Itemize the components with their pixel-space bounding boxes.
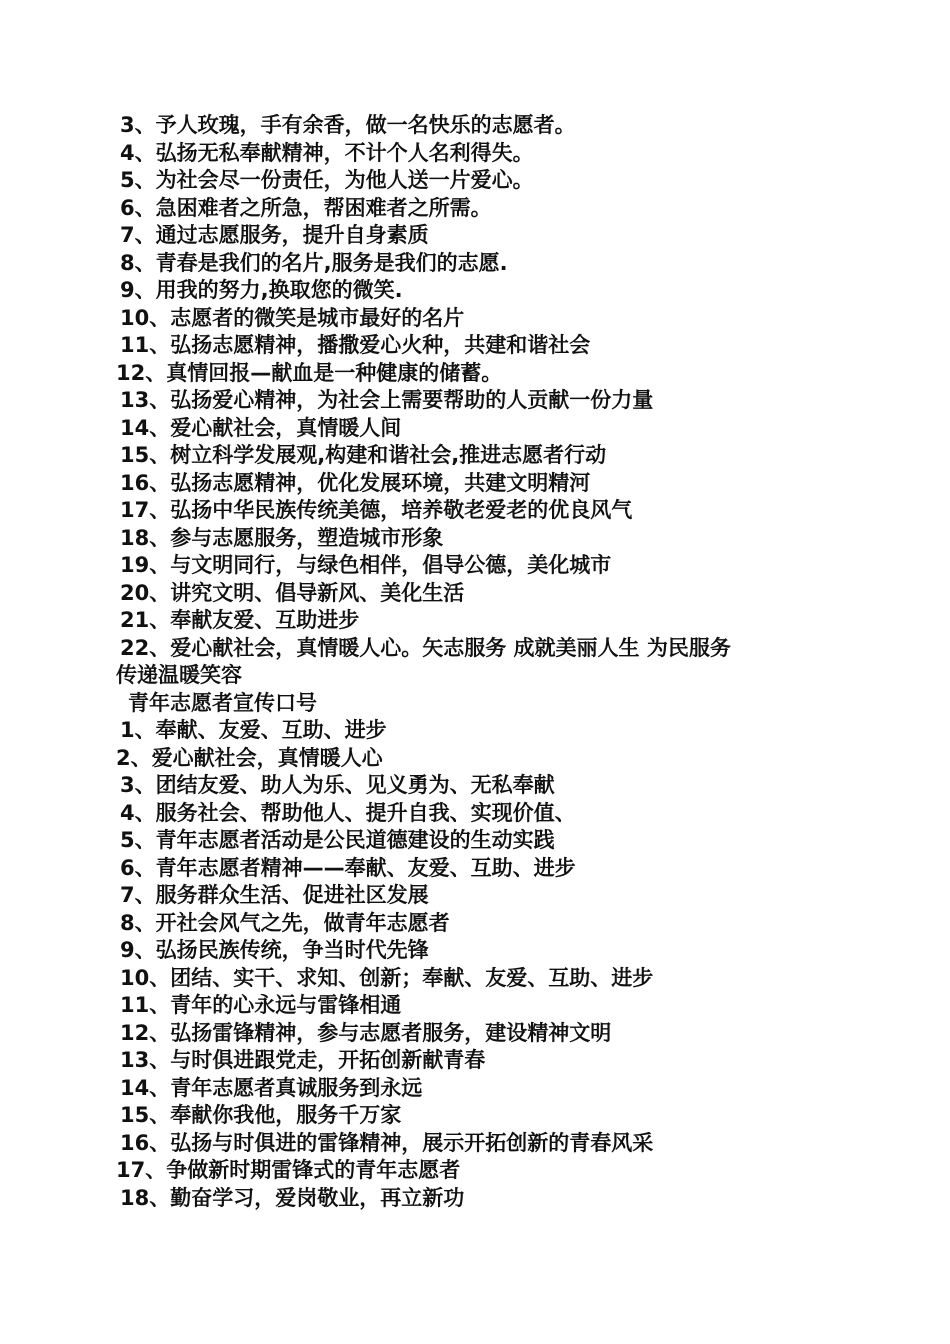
slogan-line: 11、青年的心永远与雷锋相通 [120, 993, 402, 1017]
slogan-line: 5、青年志愿者活动是公民道德建设的生动实践 [120, 828, 555, 852]
slogan-line: 10、志愿者的微笑是城市最好的名片 [120, 305, 465, 330]
slogan-line-continuation: 传递温暖笑容 [116, 663, 242, 687]
slogan-line: 12、弘扬雷锋精神，参与志愿者服务，建设精神文明 [120, 1020, 612, 1045]
slogan-line: 2、爱心献社会，真情暖人心 [116, 745, 383, 770]
slogan-line: 22、爱心献社会，真情暖人心。矢志服务 成就美丽人生 为民服务 [120, 635, 731, 660]
slogan-line: 7、通过志愿服务，提升自身素质 [120, 223, 429, 247]
slogan-line: 17、弘扬中华民族传统美德，培养敬老爱老的优良风气 [120, 498, 633, 522]
slogan-line: 3、团结友爱、助人为乐、见义勇为、无私奉献 [120, 773, 555, 797]
slogan-line: 14、爱心献社会，真情暖人间 [120, 415, 402, 440]
slogan-line: 20、讲究文明、倡导新风、美化生活 [120, 580, 465, 605]
slogan-line: 11、弘扬志愿精神，播撒爱心火种，共建和谐社会 [120, 333, 591, 357]
slogan-line: 16、弘扬与时俱进的雷锋精神，展示开拓创新的青春风采 [120, 1130, 654, 1155]
slogan-line: 3、予人玫瑰，手有余香，做一名快乐的志愿者。 [120, 113, 576, 137]
slogan-line: 14、青年志愿者真诚服务到永远 [120, 1075, 423, 1100]
section-title: 青年志愿者宣传口号 [128, 690, 317, 715]
slogan-line: 15、树立科学发展观,构建和谐社会,推进志愿者行动 [120, 443, 607, 467]
slogan-line: 1、奉献、友爱、互助、进步 [120, 718, 387, 742]
slogan-line: 8、青春是我们的名片,服务是我们的志愿. [120, 250, 508, 275]
slogan-line: 19、与文明同行，与绿色相伴，倡导公德，美化城市 [120, 553, 612, 577]
slogan-line: 7、服务群众生活、促进社区发展 [120, 883, 429, 907]
slogan-line: 12、真情回报—献血是一种健康的储蓄。 [116, 360, 503, 385]
slogan-line: 18、参与志愿服务，塑造城市形象 [120, 525, 444, 550]
slogan-line: 6、青年志愿者精神——奉献、友爱、互助、进步 [120, 855, 576, 880]
slogan-line: 18、勤奋学习，爱岗敬业，再立新功 [120, 1185, 465, 1210]
slogan-line: 10、团结、实干、求知、创新；奉献、友爱、互助、进步 [120, 965, 654, 990]
slogan-line: 16、弘扬志愿精神，优化发展环境，共建文明精河 [120, 470, 591, 495]
slogan-line: 13、弘扬爱心精神，为社会上需要帮助的人贡献一份力量 [120, 388, 654, 412]
slogan-line: 15、奉献你我他，服务千万家 [120, 1103, 402, 1127]
slogan-line: 9、弘扬民族传统，争当时代先锋 [120, 938, 429, 962]
slogan-line: 13、与时俱进跟党走，开拓创新献青春 [120, 1048, 486, 1072]
slogan-line: 8、开社会风气之先，做青年志愿者 [120, 910, 450, 935]
slogan-line: 6、急困难者之所急，帮困难者之所需。 [120, 195, 492, 220]
slogan-line: 17、争做新时期雷锋式的青年志愿者 [116, 1158, 461, 1182]
slogan-line: 9、用我的努力,换取您的微笑. [120, 278, 403, 302]
slogan-line: 5、为社会尽一份责任，为他人送一片爱心。 [120, 168, 534, 192]
slogan-line: 21、奉献友爱、互助进步 [120, 608, 360, 632]
document-page [0, 112, 950, 1212]
slogan-line: 4、服务社会、帮助他人、提升自我、实现价值、 [120, 800, 576, 825]
slogan-line: 4、弘扬无私奉献精神，不计个人名利得失。 [120, 140, 534, 165]
